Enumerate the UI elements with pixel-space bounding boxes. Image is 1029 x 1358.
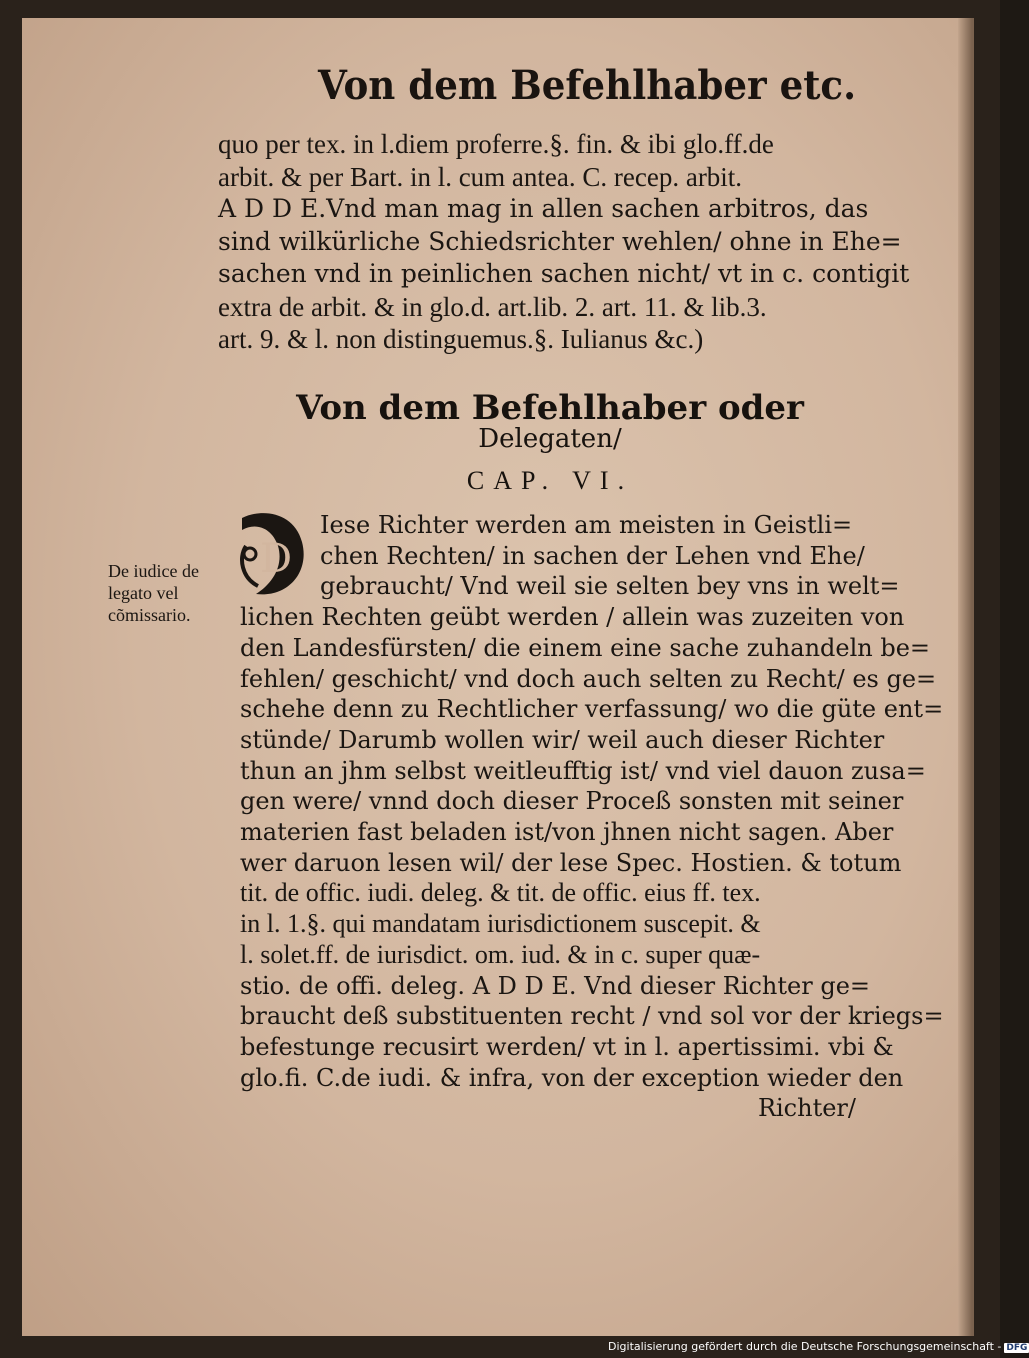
text-line: braucht deß substituenten recht / vnd sol vor der kriegs= (240, 1002, 944, 1031)
text-line: befestunge recusirt werden/ vt in l. apertissimi. vbi & (240, 1032, 894, 1061)
text-line: wer daruon lesen wil/ der lese Spec. Hostien. & totum (240, 848, 902, 877)
paragraph-2 (240, 510, 944, 1124)
text-line: l. solet.ff. de iurisdict. om. iud. & in c. super quæ- (240, 939, 761, 969)
text-line: sind wilkürliche Schiedsrichter wehlen/ ohne in Ehe= (218, 226, 902, 256)
chapter-number: CAP. VI. (466, 466, 634, 495)
margin-note: De iudice de legato vel cõmissario. (108, 561, 199, 625)
text-line: stünde/ Darumb wollen wir/ weil auch dieser Richter (240, 725, 885, 754)
section-heading: Von dem Befehlhaber oder (296, 388, 804, 428)
text-line: tit. de offic. iudi. deleg. & tit. de offic. eius ff. tex. (240, 878, 761, 908)
text-line: gen were/ vnnd doch dieser Proceß sonsten mit seiner (240, 787, 904, 816)
catchword: Richter/ (757, 1094, 856, 1123)
text-line: sachen vnd in peinlichen sachen nicht/ vt in c. contigit (218, 259, 910, 288)
dfg-logo: DFG (1006, 1343, 1028, 1353)
text-line: glo.fi. C.de iudi. & infra, von der exception wieder den (240, 1063, 904, 1092)
footer-text: Digitalisierung gefördert durch die Deutsche Forschungsgemeinschaft - (608, 1340, 1002, 1353)
text-line: materien fast beladen ist/von jhnen nicht sagen. Aber (240, 818, 894, 847)
text-line: Iese Richter werden am meisten in Geistli= (320, 511, 853, 539)
footer-credit (608, 1340, 1029, 1353)
page-edge (958, 18, 972, 1336)
initial-letter: D (260, 536, 293, 582)
text-line: in l. 1.§. qui mandatam iurisdictionem suscepit. & (240, 909, 761, 939)
text-line: art. 9. & l. non distinguemus.§. Iulianus &c.) (218, 324, 704, 354)
text-line: fehlen/ geschicht/ vnd doch auch selten zu Recht/ es ge= (240, 664, 937, 693)
text-line: thun an jhm selbst weitleufftig ist/ vnd viel dauon zusa= (240, 756, 926, 785)
text-line: schehe denn zu Rechtlicher verfassung/ wo die güte ent= (240, 695, 944, 724)
text-line: den Landesfürsten/ die einem eine sache zuhandeln be= (240, 633, 931, 662)
text-line: quo per tex. in l.diem proferre.§. fin. & ibi glo.ff.de (218, 129, 774, 159)
text-line: extra de arbit. & in glo.d. art.lib. 2. art. 11. & lib.3. (218, 291, 767, 322)
text-line: arbit. & per Bart. in l. cum antea. C. recep. arbit. (218, 161, 743, 192)
text-line: chen Rechten/ in sachen der Lehen vnd Ehe/ (320, 541, 865, 570)
text-line: lichen Rechten geübt werden / allein was zuzeiten von (240, 603, 905, 632)
text-line: gebraucht/ Vnd weil sie selten bey vns in welt= (320, 572, 900, 601)
paragraph-1 (218, 128, 910, 356)
text-line: stio. de offi. deleg. A D D E. Vnd dieser Richter ge= (240, 971, 871, 1000)
section-heading-line2: Delegaten/ (478, 424, 622, 454)
running-head: Von dem Befehlhaber etc. (318, 62, 857, 109)
text-line: A D D E.Vnd man mag in allen sachen arbitros, das (218, 194, 869, 223)
